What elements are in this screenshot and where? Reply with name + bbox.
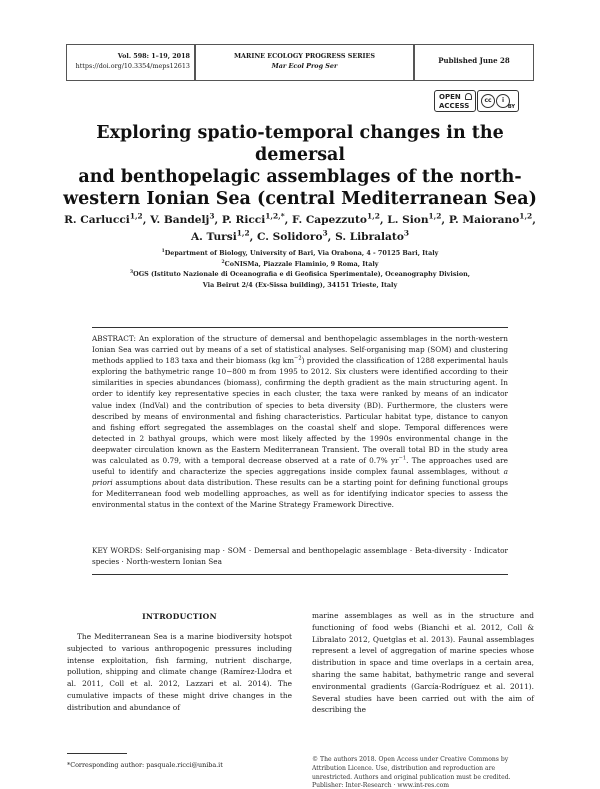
- article-title: [60, 122, 540, 210]
- author-name: V. Bandelj: [150, 214, 210, 226]
- abstract-text: ) provided the classification of 1288 experimental hauls exploring the bathymetric range 10−800 m from 1995 to 2012. Six clusters were identified according to their similarities in species abundances (biomass), confirming the depth gradient as the main structuring agent. In order to identify key representative species in each cluster, the taxa were ranked by means of an indicator value index (IndVal) and the contribution of species to beta diversity (BD). Furthermore, the clusters were described by means of environmental and fishing characteristics. Particular habitat type, distance to canyon and fishing effort segregated the assemblages on the coastal shelf and slope. Temporal differences were detected in 2 bathyal groups, which were most likely affected by the 1990s environmental change in the deepwater circulation known as the Eastern Mediterranean Transient. The overall total BD in the study area was calculated as 0.79, with a temporal decrease observed at a rate of 0.7% yr: [92, 356, 508, 466]
- intro-left-column: The Mediterranean Sea is a marine biodiversity hotspot subjected to various anthropogenic pressures including intense exploitation, fish farming, nutrient discharge, pollution, shipping and climate change (Ramírez-Llodra et al. 2011, Coll et al. 2012, Lazzari et al. 2014). The cumulative impacts of these might drive changes in the distribution and abundance of: [67, 632, 292, 712]
- author-affiliation-mark: 3: [322, 228, 328, 238]
- keywords-label: KEY WORDS:: [92, 546, 143, 555]
- footnote-rule: [67, 753, 127, 754]
- title-line: and benthopelagic assemblages of the north-: [78, 167, 522, 187]
- unit-superscript: −2: [294, 355, 302, 362]
- publisher-line: Publisher: Inter-Research · www.int-res.com: [312, 782, 450, 789]
- abstract-text: assumptions about data distribution. These results can be a starting point for defining functional groups for Mediterranean food web modelling approaches, as well as for identifying indicator species to assess the environmental status in the context of the Marine Strategy Framework Directive.: [92, 478, 508, 510]
- author-name: L. Sion: [387, 214, 429, 226]
- affiliations: [60, 248, 540, 290]
- open-lock-icon: [465, 93, 472, 100]
- author-name: A. Tursi: [190, 231, 237, 243]
- affiliation-mark: 2: [221, 259, 225, 265]
- header-volume-box: [66, 44, 195, 81]
- affiliation-text: Via Beirut 2/4 (Ex-Sissa building), 34151 Trieste, Italy: [202, 280, 398, 289]
- abstract-italic: a priori: [92, 467, 508, 488]
- cc-by-badge[interactable]: [477, 90, 519, 112]
- author-affiliation-mark: 1,2,*: [265, 211, 285, 221]
- open-access-line2: ACCESS: [439, 101, 470, 110]
- abstract-text: . The approaches used are useful to identify and characterize the species aggregations inside complex faunal assemblages, without: [92, 456, 508, 477]
- author-line-2: [60, 229, 540, 246]
- affiliation-mark: 1: [161, 248, 165, 254]
- affiliation-text: Department of Biology, University of Bari, Via Orabona, 4 - 70125 Bari, Italy: [164, 249, 439, 257]
- keywords-text: Self-organising map · SOM · Demersal and benthopelagic assemblage · Beta-diversity · Indicator species · North-western Ionian Sea: [92, 546, 508, 567]
- abstract-text: An exploration of the structure of demersal and benthopelagic assemblages in the north-western Ionian Sea was carried out by means of a set of statistical analyses. Self-organising map (SOM) and clustering methods applied to 183 taxa and their biomass (kg km: [92, 334, 508, 366]
- author-name: P. Maiorano: [448, 214, 520, 226]
- journal-abbrev: Mar Ecol Prog Ser: [271, 62, 338, 70]
- corresponding-author: *Corresponding author: pasquale.ricci@uniba.it: [67, 761, 223, 769]
- abstract: [92, 333, 508, 511]
- author-affiliation-mark: 1,2: [519, 211, 533, 221]
- author-separator: ,: [142, 214, 151, 226]
- doi-link[interactable]: https://doi.org/10.3354/meps12613: [75, 62, 190, 70]
- affiliation-text: OGS (Istituto Nazionale di Oceanografia e di Geofisica Sperimentale), Oceanography Division,: [133, 270, 470, 278]
- affiliation-line: [60, 259, 540, 270]
- volume-info: Vol. 598: 1–19, 2018: [117, 52, 190, 60]
- author-affiliation-mark: 3: [403, 228, 410, 238]
- author-separator: ,: [284, 214, 292, 226]
- attribution-icon: i: [496, 94, 510, 108]
- cc-icon: cc: [481, 94, 495, 108]
- header-journal-box: [195, 44, 414, 81]
- header-published-box: [414, 44, 534, 81]
- author-affiliation-mark: 1,2: [366, 211, 380, 221]
- section-heading: INTRODUCTION: [142, 612, 217, 621]
- author-affiliation-mark: 3: [209, 211, 215, 221]
- author-list: [60, 212, 540, 246]
- author-name: P. Ricci: [221, 214, 266, 226]
- author-separator: ,: [214, 214, 222, 226]
- author-name: S. Libralato: [335, 231, 404, 243]
- abstract-label: ABSTRACT:: [92, 334, 136, 343]
- author-affiliation-mark: 1,2: [129, 211, 143, 221]
- published-date: Published June 28: [438, 56, 510, 65]
- journal-name: MARINE ECOLOGY PROGRESS SERIES: [233, 52, 375, 60]
- open-access-line1: OPEN: [439, 93, 461, 101]
- affiliation-text: CoNISMa, Piazzale Flaminio, 9 Roma, Italy: [224, 259, 379, 268]
- author-separator: ,: [379, 214, 388, 226]
- abstract-bottom-rule: [92, 574, 508, 575]
- author-affiliation-mark: 1,2: [428, 211, 442, 221]
- intro-right-column: marine assemblages as well as in the structure and functioning of food webs (Bianchi et al. 2012, Coll & Libralato 2012, Quetglas et al. 2013). Faunal assemblages represent a level of aggregation of marine species whose distribution in space and time overlaps in a certain area, sharing the same habitat, bathymetric range and several environmental gradients (García-Rodríguez et al. 2011). Several studies have been carried out with the aim of describing the: [312, 611, 534, 715]
- title-line: western Ionian Sea (central Mediterranean Sea): [63, 189, 537, 209]
- rate-superscript: −1: [398, 455, 407, 462]
- author-separator: ,: [249, 231, 257, 243]
- author-line-1: [60, 212, 540, 229]
- open-access-badge[interactable]: [434, 90, 476, 112]
- abstract-top-rule: [92, 327, 508, 328]
- author-name: C. Solidoro: [257, 231, 323, 243]
- license-notice: © The authors 2018. Open Access under Creative Commons by Attribution Licence. Use, distribution and reproduction are unrestricted. Authors and original publication must be credited.: [312, 756, 511, 781]
- author-name: R. Carlucci: [64, 214, 130, 226]
- author-separator: ,: [532, 214, 536, 226]
- author-affiliation-mark: 1,2: [236, 228, 250, 238]
- affiliation-line: [60, 269, 540, 280]
- author-separator: ,: [327, 231, 336, 243]
- affiliation-line: [60, 248, 540, 259]
- author-separator: ,: [441, 214, 449, 226]
- affiliation-line: [60, 280, 540, 291]
- author-name: F. Capezzuto: [292, 214, 367, 226]
- by-label: BY: [507, 104, 515, 110]
- title-line: Exploring spatio-temporal changes in the demersal: [96, 123, 504, 165]
- affiliation-mark: 3: [130, 269, 134, 275]
- keywords: [92, 545, 508, 567]
